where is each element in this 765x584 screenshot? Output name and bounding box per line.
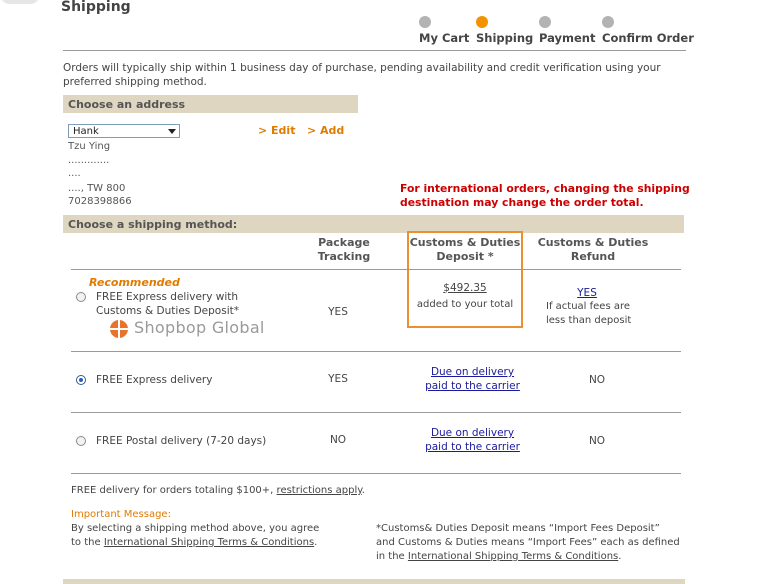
address-select[interactable] <box>68 124 180 138</box>
international-warning: For international orders, changing the shipping destination may change the order total. <box>400 182 690 209</box>
terms-link[interactable]: International Shipping Terms & Conditions <box>407 551 619 562</box>
address-phone: 7028398866 <box>68 196 132 207</box>
refund-value: NO <box>588 435 606 447</box>
paid-to-carrier-link[interactable]: paid to the carrier <box>425 380 520 392</box>
shipping-option-label: FREE Express delivery <box>96 374 213 386</box>
important-message-heading: Important Message: <box>71 509 171 520</box>
tracking-value: NO <box>329 434 347 446</box>
page-title: Shipping <box>61 0 131 15</box>
edit-address-link[interactable]: > Edit <box>258 124 296 137</box>
shipping-method-heading: Choose a shipping method: <box>63 215 684 233</box>
row-divider <box>71 351 681 352</box>
shipping-intro-text: Orders will typically ship within 1 business day of purchase, pending availability and credit verification using your preferred shipping method. <box>63 62 661 88</box>
restrictions-link[interactable]: restrictions apply <box>276 485 362 496</box>
deposit-note: added to your total <box>416 299 514 310</box>
step-label: Shipping <box>476 31 534 45</box>
step-dot-icon <box>602 16 614 28</box>
step-dot-icon <box>476 16 488 28</box>
column-header-tracking: Package Tracking <box>317 236 371 263</box>
bottom-band <box>63 579 685 584</box>
step-payment <box>539 16 596 45</box>
paid-to-carrier-link[interactable]: paid to the carrier <box>425 441 520 453</box>
address-line: ...., TW 800 <box>68 183 126 194</box>
free-delivery-note <box>71 484 365 498</box>
free-delivery-period: . <box>361 485 365 496</box>
important-message-text <box>71 522 331 550</box>
column-header-refund: Customs & Duties Refund <box>537 236 649 263</box>
column-header-deposit: Customs & Duties Deposit * <box>409 236 521 263</box>
step-my-cart <box>419 16 469 45</box>
progress-divider <box>63 50 686 51</box>
step-dot-icon <box>419 16 431 28</box>
free-delivery-text: FREE delivery for orders totaling $100+, <box>71 485 274 496</box>
terms-link[interactable]: International Shipping Terms & Conditions <box>103 537 315 548</box>
step-dot-icon <box>539 16 551 28</box>
address-line: Tzu Ying <box>68 141 111 152</box>
row-divider <box>71 412 681 413</box>
step-confirm-order <box>602 16 694 45</box>
shipping-option-label: FREE Express delivery with Customs & Duties Deposit* <box>96 291 239 317</box>
shipping-option-radio-postal[interactable] <box>76 436 86 446</box>
globe-icon <box>110 320 128 338</box>
step-label: Payment <box>539 31 596 45</box>
shipping-option-radio-express-deposit[interactable] <box>76 292 86 302</box>
tracking-value: YES <box>328 373 348 385</box>
refund-value: NO <box>588 374 606 386</box>
deposit-definition-period: . <box>618 551 622 562</box>
important-message-period: . <box>314 537 318 548</box>
row-divider <box>71 269 681 270</box>
important-message-body: By selecting a shipping method above, you agree to the <box>71 523 320 548</box>
address-heading: Choose an address <box>63 95 358 113</box>
shipping-option-radio-express[interactable] <box>76 375 86 385</box>
deposit-amount-link[interactable]: $492.35 <box>443 282 487 294</box>
refund-yes-link[interactable]: YES <box>577 287 597 299</box>
deposit-highlight-box <box>407 231 523 328</box>
row-divider <box>71 473 681 474</box>
tracking-value: YES <box>328 306 348 318</box>
deposit-definition-note <box>376 522 681 564</box>
refund-note: If actual fees are less than deposit <box>546 301 632 326</box>
deposit-definition-text: *Customs& Duties Deposit means “Import Fees Deposit” and Customs & Duties means “Import Fees” each as defined in the <box>376 523 680 562</box>
recommended-label: Recommended <box>89 276 180 289</box>
step-shipping <box>476 16 533 45</box>
address-line: ............. <box>68 155 110 166</box>
add-address-link[interactable]: > Add <box>307 124 345 137</box>
due-on-delivery-link[interactable]: Due on delivery <box>430 366 515 378</box>
chevron-down-icon <box>168 129 176 134</box>
address-line: .... <box>68 168 81 179</box>
logo-fragment <box>0 0 40 4</box>
shipping-option-label: FREE Postal delivery (7-20 days) <box>96 435 267 447</box>
address-select-value: Hank <box>73 126 99 137</box>
due-on-delivery-link[interactable]: Due on delivery <box>430 427 515 439</box>
step-label: My Cart <box>419 31 470 45</box>
shopbop-global-logo: Shopbop Global <box>134 318 265 337</box>
step-label: Confirm Order <box>602 31 694 45</box>
